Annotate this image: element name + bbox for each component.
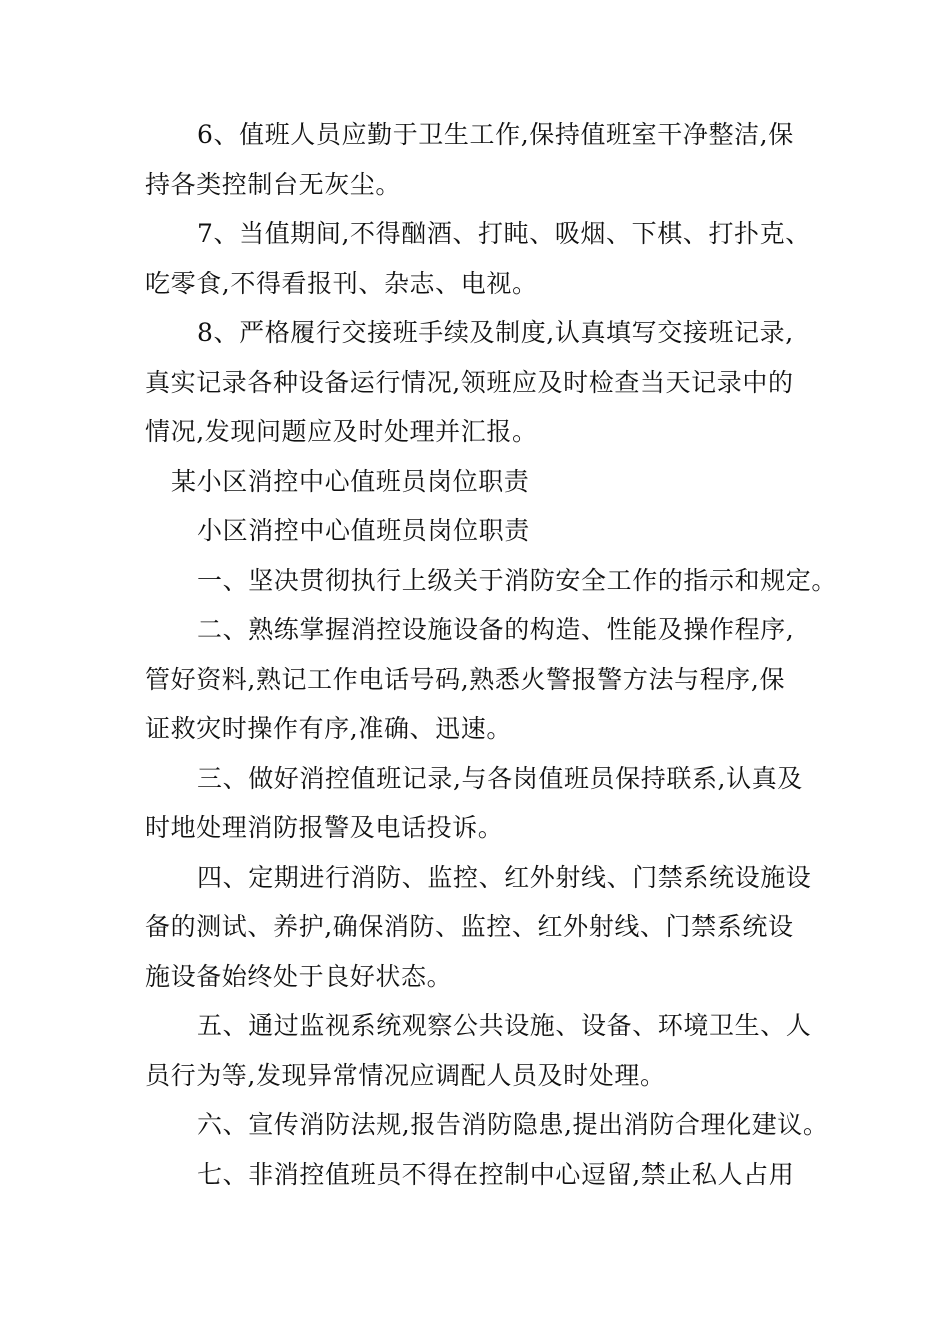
text-line: 证救灾时操作有序,准确、迅速。 (145, 714, 512, 743)
text-line: 一、坚决贯彻执行上级关于消防安全工作的指示和规定。 (197, 565, 838, 595)
text-line: 8、严格履行交接班手续及制度,认真填写交接班记录, (197, 318, 794, 347)
text-line: 五、通过监视系统观察公共设施、设备、环境卫生、人 (197, 1011, 812, 1040)
text-line: 时地处理消防报警及电话投诉。 (145, 813, 504, 842)
document-body (145, 110, 838, 1199)
text-line: 七、非消控值班员不得在控制中心逗留,禁止私人占用 (197, 1159, 795, 1189)
text-line: 管好资料,熟记工作电话号码,熟悉火警报警方法与程序,保 (145, 664, 786, 694)
text-line: 备的测试、养护,确保消防、监控、红外射线、门禁系统设 (145, 912, 794, 941)
text-line: 员行为等,发现异常情况应调配人员及时处理。 (145, 1060, 666, 1090)
text-line: 施设备始终处于良好状态。 (145, 961, 453, 991)
text-line: 真实记录各种设备运行情况,领班应及时检查当天记录中的 (145, 367, 794, 397)
text-line: 六、宣传消防法规,报告消防隐患,提出消防合理化建议。 (197, 1110, 829, 1139)
sub-heading: 小区消控中心值班员岗位职责 (197, 516, 530, 545)
text-line: 四、定期进行消防、监控、红外射线、门禁系统设施设 (197, 862, 812, 892)
text-line: 吃零食,不得看报刊、杂志、电视。 (145, 268, 538, 298)
text-line: 6、值班人员应勤于卫生工作,保持值班室干净整洁,保 (197, 120, 794, 149)
text-line: 持各类控制台无灰尘。 (145, 169, 402, 199)
text-line: 7、当值期间,不得酗酒、打盹、吸烟、下棋、打扑克、 (197, 219, 811, 248)
text-line: 二、熟练掌握消控设施设备的构造、性能及操作程序, (197, 615, 795, 644)
text-line: 三、做好消控值班记录,与各岗值班员保持联系,认真及 (197, 763, 803, 793)
section-heading: 某小区消控中心值班员岗位职责 (171, 466, 530, 496)
text-line: 情况,发现问题应及时处理并汇报。 (145, 417, 538, 446)
